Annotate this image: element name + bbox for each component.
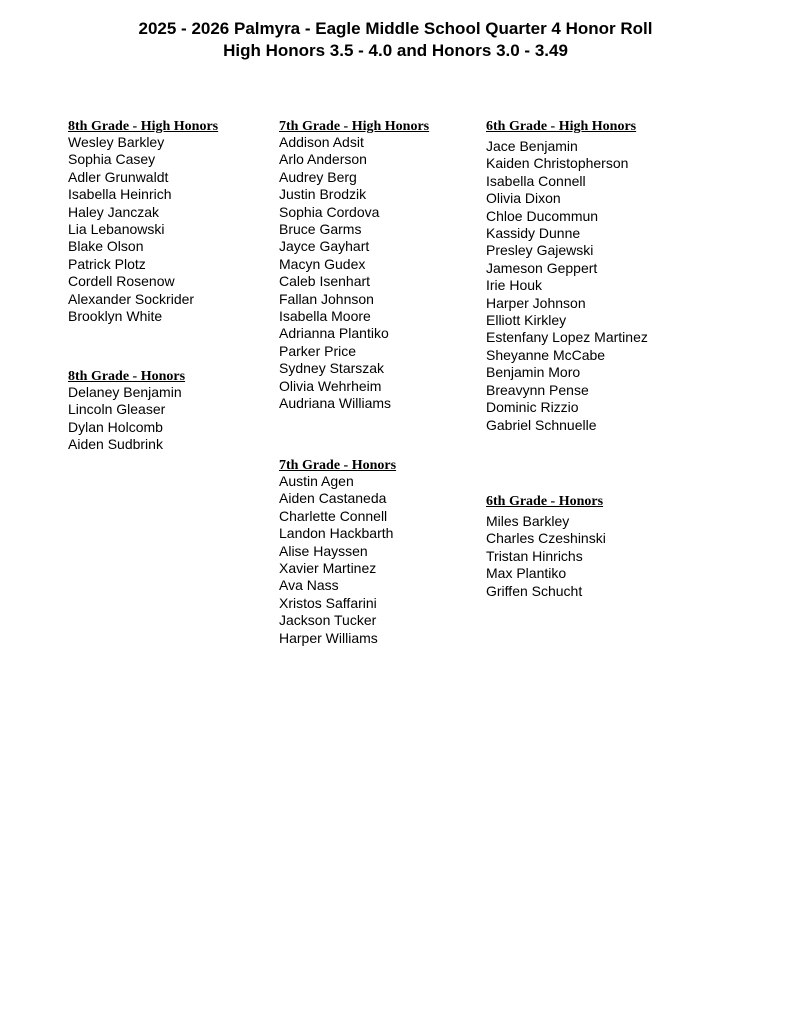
student-name: Jace Benjamin xyxy=(486,138,578,154)
section-heading: 6th Grade - Honors xyxy=(486,494,604,509)
student-name: Austin Agen xyxy=(279,473,354,489)
name-list xyxy=(486,138,648,434)
student-name: Irie Houk xyxy=(486,277,543,294)
student-name: Dylan Holcomb xyxy=(68,418,163,435)
student-name: Addison Adsit xyxy=(279,134,364,150)
student-name: Patrick Plotz xyxy=(68,255,146,272)
student-name: Breavynn Pense xyxy=(486,381,589,398)
student-name: Elliott Kirkley xyxy=(486,312,567,329)
student-name: Arlo Anderson xyxy=(279,151,367,168)
student-name: Adrianna Plantiko xyxy=(279,325,389,342)
section-grade8-honors xyxy=(68,370,185,454)
student-name: Sophia Cordova xyxy=(279,203,380,220)
student-name: Justin Brodzik xyxy=(279,186,367,203)
name-list xyxy=(486,513,606,600)
student-name: Jayce Gayhart xyxy=(279,238,370,255)
section-grade6-high-honors xyxy=(486,120,648,434)
student-name: Xavier Martinez xyxy=(279,560,377,577)
student-name: Audriana Williams xyxy=(279,395,392,412)
student-name: Brooklyn White xyxy=(68,308,163,325)
section-grade6-honors xyxy=(486,495,606,600)
student-name: Delaney Benjamin xyxy=(68,384,182,400)
name-list xyxy=(279,134,429,413)
section-heading: 7th Grade - Honors xyxy=(279,458,397,473)
student-name: Griffen Schucht xyxy=(486,582,583,599)
student-name: Chloe Ducommun xyxy=(486,207,599,224)
student-name: Parker Price xyxy=(279,342,357,359)
student-name: Adler Grunwaldt xyxy=(68,168,169,185)
student-name: Lia Lebanowski xyxy=(68,221,165,238)
student-name: Bruce Garms xyxy=(279,221,362,238)
student-name: Alexander Sockrider xyxy=(68,290,195,307)
student-name: Sydney Starszak xyxy=(279,360,385,377)
student-name: Haley Janczak xyxy=(68,203,160,220)
student-name: Harper Williams xyxy=(279,629,378,646)
student-name: Olivia Wehrheim xyxy=(279,377,382,394)
student-name: Estenfany Lopez Martinez xyxy=(486,329,648,346)
student-name: Blake Olson xyxy=(68,238,144,255)
student-name: Alise Hayssen xyxy=(279,542,368,559)
student-name: Charles Czeshinski xyxy=(486,530,606,547)
student-name: Olivia Dixon xyxy=(486,190,561,207)
name-list xyxy=(68,384,185,454)
student-name: Kaiden Christopherson xyxy=(486,155,629,172)
student-name: Tristan Hinrichs xyxy=(486,547,583,564)
student-name: Macyn Gudex xyxy=(279,255,366,272)
name-list xyxy=(279,473,396,647)
section-grade7-honors xyxy=(279,459,396,647)
page-subtitle: High Honors 3.5 - 4.0 and Honors 3.0 - 3.49 xyxy=(223,41,568,60)
student-name: Benjamin Moro xyxy=(486,364,581,381)
section-heading: 6th Grade - High Honors xyxy=(486,119,637,134)
student-name: Ava Nass xyxy=(279,577,339,594)
section-grade8-high-honors xyxy=(68,120,218,325)
student-name: Isabella Connell xyxy=(486,172,586,189)
student-name: Jackson Tucker xyxy=(279,612,377,629)
student-name: Gabriel Schnuelle xyxy=(486,416,597,433)
student-name: Max Plantiko xyxy=(486,565,567,582)
student-name: Cordell Rosenow xyxy=(68,273,175,290)
section-heading: 8th Grade - High Honors xyxy=(68,119,219,134)
section-heading: 8th Grade - Honors xyxy=(68,369,186,384)
name-list xyxy=(68,134,218,325)
student-name: Xristos Saffarini xyxy=(279,594,377,611)
student-name: Caleb Isenhart xyxy=(279,273,371,290)
student-name: Sheyanne McCabe xyxy=(486,346,606,363)
student-name: Audrey Berg xyxy=(279,168,357,185)
student-name: Presley Gajewski xyxy=(486,242,594,259)
student-name: Jameson Geppert xyxy=(486,259,598,276)
section-heading: 7th Grade - High Honors xyxy=(279,119,430,134)
student-name: Aiden Sudbrink xyxy=(68,436,163,453)
student-name: Harper Johnson xyxy=(486,294,586,311)
student-name: Wesley Barkley xyxy=(68,134,165,150)
student-name: Landon Hackbarth xyxy=(279,525,394,542)
student-name: Fallan Johnson xyxy=(279,290,374,307)
student-name: Isabella Heinrich xyxy=(68,186,172,203)
student-name: Aiden Castaneda xyxy=(279,490,387,507)
student-name: Dominic Rizzio xyxy=(486,399,579,416)
student-name: Isabella Moore xyxy=(279,308,371,325)
student-name: Charlette Connell xyxy=(279,507,388,524)
student-name: Sophia Casey xyxy=(68,151,156,168)
student-name: Lincoln Gleaser xyxy=(68,401,166,418)
student-name: Miles Barkley xyxy=(486,513,570,529)
page-title: 2025 - 2026 Palmyra - Eagle Middle School Quarter 4 Honor Roll xyxy=(138,19,653,38)
section-grade7-high-honors xyxy=(279,120,429,413)
student-name: Kassidy Dunne xyxy=(486,225,581,242)
